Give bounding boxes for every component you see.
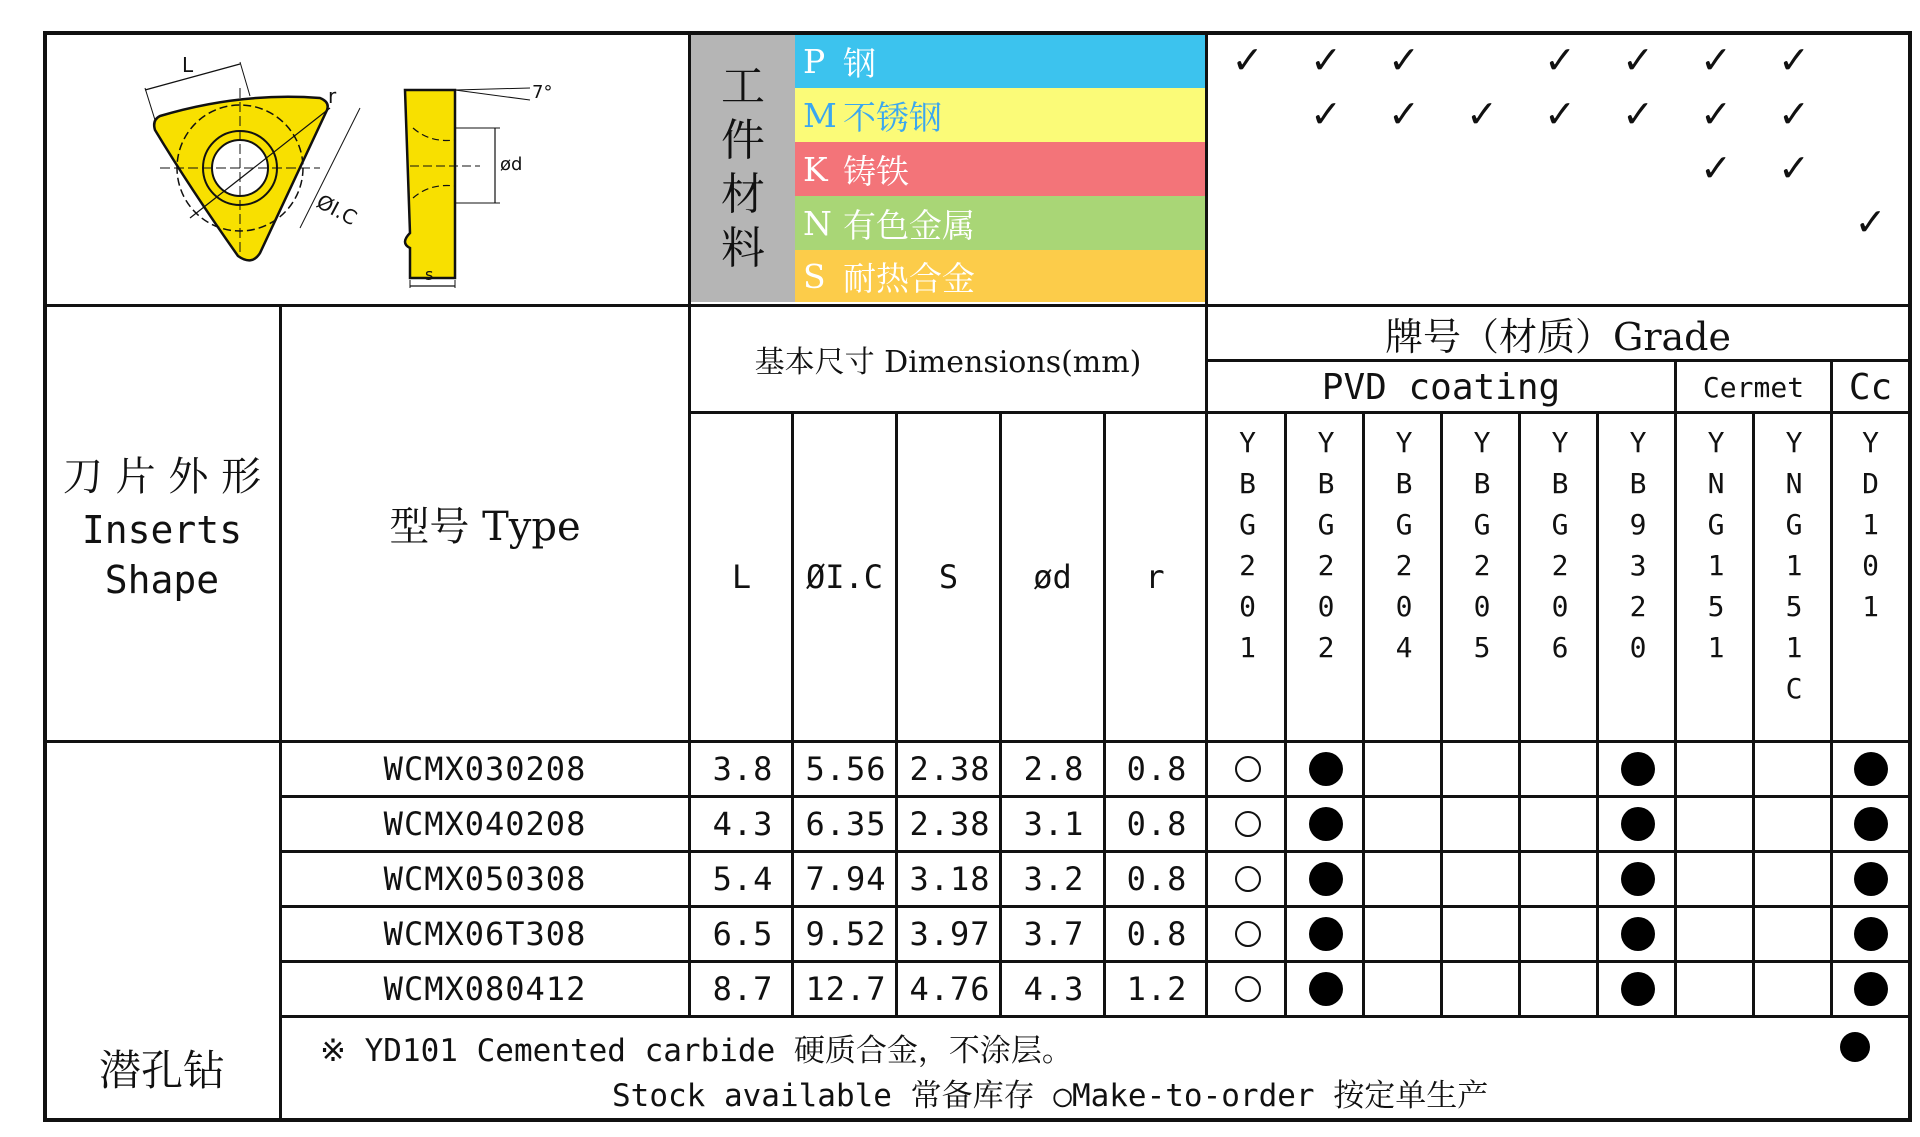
footer-yd101-dot xyxy=(1840,1032,1870,1062)
stock-mark xyxy=(1287,963,1365,1015)
grid-line xyxy=(279,850,1911,853)
grid-line xyxy=(1362,411,1365,1015)
grade-char: Y xyxy=(1551,426,1569,459)
grade-char: G xyxy=(1551,508,1569,541)
grade-column-label xyxy=(1677,422,1755,668)
grid-line xyxy=(279,304,282,1122)
make-to-order-mark xyxy=(1208,853,1287,905)
dot-icon xyxy=(1854,807,1888,841)
insert-diagram xyxy=(120,48,640,288)
grid-line xyxy=(1103,411,1106,1015)
row-type: WCMX030208 xyxy=(383,750,587,788)
material-code: S xyxy=(803,256,826,296)
grid-line xyxy=(279,795,1911,798)
grade-char: Y xyxy=(1707,426,1725,459)
check-mark: ✓ xyxy=(1466,92,1498,136)
row-dim-ic: 12.7 xyxy=(805,970,887,1008)
grade-char: G xyxy=(1707,508,1725,541)
dot-icon xyxy=(1621,807,1655,841)
grade-char: 6 xyxy=(1551,631,1569,664)
grade-char: Y xyxy=(1473,426,1491,459)
label-angle: 7° xyxy=(532,82,553,103)
grade-char: 2 xyxy=(1317,631,1335,664)
row-dim-d: 4.3 xyxy=(1023,970,1085,1008)
check-mark: ✓ xyxy=(1778,92,1810,136)
material-row-s xyxy=(795,250,1205,302)
grid-line xyxy=(43,1118,1911,1122)
grade-column-label xyxy=(1443,422,1521,668)
row-dim-ic: 9.52 xyxy=(805,915,887,953)
dot-icon xyxy=(1309,917,1343,951)
row-dim-r: 0.8 xyxy=(1126,915,1188,953)
grade-char: 3 xyxy=(1629,549,1647,582)
grade-column-label xyxy=(1208,422,1287,668)
material-title-char: 料 xyxy=(721,223,765,274)
pvd-header: PVD coating xyxy=(1321,366,1561,408)
grade-column-label xyxy=(1521,422,1599,668)
label-s: s xyxy=(425,265,434,284)
material-code: P xyxy=(803,41,826,81)
row-dim-ic: 5.56 xyxy=(805,750,887,788)
insert-shape-en2: Shape xyxy=(104,558,220,602)
row-type: WCMX06T308 xyxy=(383,915,587,953)
grade-char: Y xyxy=(1239,426,1256,459)
row-dim-ic: 7.94 xyxy=(805,860,887,898)
grid-line xyxy=(895,411,898,1015)
material-title-char: 材 xyxy=(721,169,765,220)
material-title-char: 件 xyxy=(721,115,765,166)
ring-icon xyxy=(1235,866,1261,892)
grade-char: G xyxy=(1239,508,1256,541)
grade-header: 牌号（材质）Grade xyxy=(1385,314,1731,359)
check-mark: ✓ xyxy=(1310,92,1342,136)
grade-char: 0 xyxy=(1239,590,1256,623)
stock-mark xyxy=(1833,798,1908,850)
dimensions-header: 基本尺寸 Dimensions(mm) xyxy=(754,345,1142,380)
dot-icon xyxy=(1854,972,1888,1006)
grade-char: G xyxy=(1317,508,1335,541)
material-row-n xyxy=(795,196,1205,250)
stock-mark xyxy=(1599,798,1677,850)
type-header: 型号 Type xyxy=(389,504,581,550)
grade-char: B xyxy=(1395,467,1413,500)
grade-char: Y xyxy=(1862,426,1879,459)
dim-col-s: S xyxy=(938,558,959,596)
grade-column-label xyxy=(1833,422,1908,627)
row-dim-s: 4.76 xyxy=(909,970,991,1008)
grade-char: 9 xyxy=(1629,508,1647,541)
grade-char: 0 xyxy=(1473,590,1491,623)
material-code: N xyxy=(803,203,832,243)
label-ic: ØI.C xyxy=(312,189,361,231)
label-L: L xyxy=(182,53,194,77)
check-mark: ✓ xyxy=(1388,38,1420,82)
category-cell: 潜孔钻 xyxy=(98,1045,225,1095)
row-dim-l: 8.7 xyxy=(712,970,774,1008)
check-mark: ✓ xyxy=(1622,38,1654,82)
row-dim-d: 3.7 xyxy=(1023,915,1085,953)
dot-icon xyxy=(1309,972,1343,1006)
stock-mark xyxy=(1599,743,1677,795)
material-code: M xyxy=(803,95,837,135)
check-mark: ✓ xyxy=(1778,146,1810,190)
grade-char: 2 xyxy=(1629,590,1647,623)
stock-mark xyxy=(1833,963,1908,1015)
material-title-char: 工 xyxy=(721,61,765,112)
material-row-k xyxy=(795,142,1205,196)
make-to-order-mark xyxy=(1208,743,1287,795)
material-code: K xyxy=(803,149,828,189)
grid-line xyxy=(688,31,691,304)
grade-char: 4 xyxy=(1395,631,1413,664)
make-to-order-mark xyxy=(1208,963,1287,1015)
grid-line xyxy=(1908,31,1912,1122)
grade-char: 5 xyxy=(1785,590,1803,623)
grade-char: B xyxy=(1239,467,1256,500)
material-name: 耐热合金 xyxy=(843,258,975,298)
row-dim-l: 3.8 xyxy=(712,750,774,788)
ring-icon xyxy=(1235,756,1261,782)
grade-char: Y xyxy=(1785,426,1803,459)
material-name: 有色金属 xyxy=(843,205,975,245)
grade-char: Y xyxy=(1395,426,1413,459)
row-dim-r: 0.8 xyxy=(1126,750,1188,788)
dot-icon xyxy=(1309,862,1343,896)
row-dim-l: 5.4 xyxy=(712,860,774,898)
stock-mark xyxy=(1599,908,1677,960)
check-mark: ✓ xyxy=(1231,38,1264,82)
insert-shape-en1: Inserts xyxy=(81,508,243,552)
dot-icon xyxy=(1854,752,1888,786)
grade-char: C xyxy=(1785,672,1803,705)
grid-line xyxy=(1830,359,1833,1015)
dot-icon xyxy=(1854,917,1888,951)
dim-col-ic: ØI.C xyxy=(805,558,884,596)
grade-char: 0 xyxy=(1395,590,1413,623)
check-mark: ✓ xyxy=(1700,146,1732,190)
stock-mark xyxy=(1287,908,1365,960)
grid-line xyxy=(43,31,1911,35)
grid-line xyxy=(688,411,1911,414)
check-mark: ✓ xyxy=(1700,92,1732,136)
grade-char: 1 xyxy=(1862,508,1879,541)
material-row-p xyxy=(795,34,1205,88)
grade-char: 1 xyxy=(1707,549,1725,582)
check-mark: ✓ xyxy=(1778,38,1810,82)
footer-note-1: ※ YD101 Cemented carbide 硬质合金，不涂层。 xyxy=(320,1033,1073,1069)
dot-icon xyxy=(1621,862,1655,896)
grade-char: 1 xyxy=(1862,590,1879,623)
grid-line xyxy=(43,31,47,1122)
make-to-order-mark xyxy=(1208,798,1287,850)
grade-char: 0 xyxy=(1317,590,1335,623)
grid-line xyxy=(1205,31,1208,304)
dim-col-r: r xyxy=(1145,558,1165,596)
grade-char: B xyxy=(1317,467,1335,500)
grade-char: Y xyxy=(1317,426,1335,459)
grade-char: 0 xyxy=(1629,631,1647,664)
row-dim-s: 2.38 xyxy=(909,805,991,843)
grade-char: 0 xyxy=(1551,590,1569,623)
stock-mark xyxy=(1833,908,1908,960)
grade-column-label xyxy=(1599,422,1677,668)
check-mark: ✓ xyxy=(1700,38,1732,82)
grade-char: D xyxy=(1862,467,1879,500)
grade-char: 5 xyxy=(1473,631,1491,664)
grid-line xyxy=(1205,359,1911,362)
footer-note-2: Stock available 常备库存 ○Make-to-order 按定单生产 xyxy=(612,1078,1489,1114)
dim-col-l: L xyxy=(731,558,752,596)
dot-icon xyxy=(1621,752,1655,786)
row-dim-d: 3.1 xyxy=(1023,805,1085,843)
material-name: 铸铁 xyxy=(843,151,909,191)
grade-column-label xyxy=(1287,422,1365,668)
material-row-m xyxy=(795,88,1205,142)
grid-line xyxy=(1518,411,1521,1015)
row-dim-s: 3.97 xyxy=(909,915,991,953)
row-dim-s: 2.38 xyxy=(909,750,991,788)
grade-char: 2 xyxy=(1239,549,1256,582)
ring-icon xyxy=(1235,976,1261,1002)
check-mark: ✓ xyxy=(1388,92,1420,136)
grid-line xyxy=(279,1015,1911,1018)
stock-mark xyxy=(1599,853,1677,905)
row-type: WCMX040208 xyxy=(383,805,587,843)
grade-char: N xyxy=(1707,467,1725,500)
grade-char: 1 xyxy=(1707,631,1725,664)
stock-mark xyxy=(1287,798,1365,850)
dot-icon xyxy=(1309,807,1343,841)
cermet-header: Cermet xyxy=(1702,370,1805,404)
insert-shape-cn: 刀 片 外 形 xyxy=(62,454,262,500)
row-dim-d: 3.2 xyxy=(1023,860,1085,898)
grid-line xyxy=(1596,411,1599,1015)
stock-mark xyxy=(1287,743,1365,795)
grade-char: 2 xyxy=(1473,549,1491,582)
stock-mark xyxy=(1833,743,1908,795)
grade-char: B xyxy=(1473,467,1491,500)
grade-char: 5 xyxy=(1707,590,1725,623)
grade-char: 0 xyxy=(1862,549,1879,582)
row-dim-r: 0.8 xyxy=(1126,860,1188,898)
grid-line xyxy=(999,411,1002,1015)
check-mark: ✓ xyxy=(1310,38,1342,82)
stock-mark xyxy=(1833,853,1908,905)
grid-line xyxy=(1440,411,1443,1015)
grid-line xyxy=(1674,359,1677,1015)
label-r: r xyxy=(328,84,337,108)
grade-char: 2 xyxy=(1317,549,1335,582)
grade-char: 1 xyxy=(1785,631,1803,664)
material-name: 不锈钢 xyxy=(843,97,942,137)
grade-char: 1 xyxy=(1785,549,1803,582)
label-d: ød xyxy=(500,154,523,175)
grid-line xyxy=(279,960,1911,963)
grid-line xyxy=(1752,411,1755,1015)
row-dim-l: 4.3 xyxy=(712,805,774,843)
make-to-order-mark xyxy=(1208,908,1287,960)
row-dim-ic: 6.35 xyxy=(805,805,887,843)
row-dim-d: 2.8 xyxy=(1023,750,1085,788)
grade-char: G xyxy=(1785,508,1803,541)
ring-icon xyxy=(1235,811,1261,837)
dot-icon xyxy=(1854,862,1888,896)
grade-column-label xyxy=(1755,422,1833,709)
grade-char: B xyxy=(1551,467,1569,500)
row-type: WCMX050308 xyxy=(383,860,587,898)
insert-shape-header xyxy=(46,307,278,740)
dot-icon xyxy=(1309,752,1343,786)
row-type: WCMX080412 xyxy=(383,970,587,1008)
dot-icon xyxy=(1621,917,1655,951)
grade-column-label xyxy=(1365,422,1443,668)
check-mark: ✓ xyxy=(1854,200,1887,244)
dot-icon xyxy=(1621,972,1655,1006)
grade-char: G xyxy=(1395,508,1413,541)
stock-mark xyxy=(1287,853,1365,905)
row-dim-l: 6.5 xyxy=(712,915,774,953)
grade-char: N xyxy=(1785,467,1803,500)
row-dim-s: 3.18 xyxy=(909,860,991,898)
material-title xyxy=(691,34,795,302)
grade-char: 1 xyxy=(1239,631,1256,664)
grid-line xyxy=(1284,411,1287,1015)
material-name: 钢 xyxy=(843,43,876,83)
cc-header: Cc xyxy=(1848,366,1893,408)
grade-char: G xyxy=(1473,508,1491,541)
row-dim-r: 1.2 xyxy=(1126,970,1188,1008)
ring-icon xyxy=(1235,921,1261,947)
grade-char: B xyxy=(1629,467,1647,500)
grid-line xyxy=(279,905,1911,908)
grade-char: 2 xyxy=(1551,549,1569,582)
check-mark: ✓ xyxy=(1622,92,1654,136)
check-mark: ✓ xyxy=(1544,92,1576,136)
grid-line xyxy=(43,740,1911,743)
grid-line xyxy=(791,411,794,1015)
row-dim-r: 0.8 xyxy=(1126,805,1188,843)
grade-char: 2 xyxy=(1395,549,1413,582)
grid-line xyxy=(43,304,1911,307)
check-mark: ✓ xyxy=(1544,38,1576,82)
stock-mark xyxy=(1599,963,1677,1015)
dim-col-d: ød xyxy=(1033,558,1072,596)
grade-char: Y xyxy=(1629,426,1647,459)
